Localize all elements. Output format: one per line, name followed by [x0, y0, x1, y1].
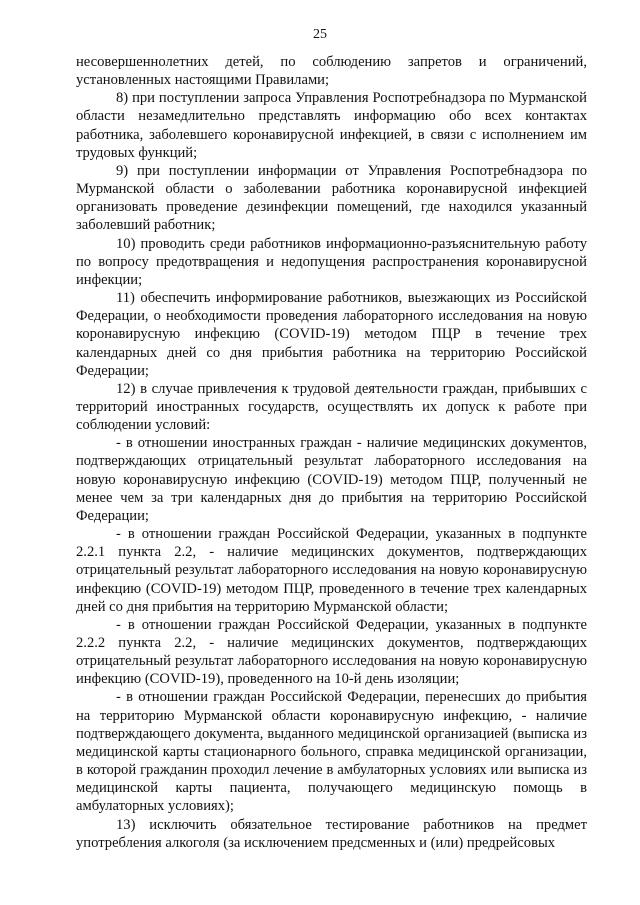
- page-number: 25: [313, 27, 327, 42]
- paragraph-subpoint-2-2-2: - в отношении граждан Российской Федерации, указанных в подпункте 2.2.2 пункта 2.2, - наличие медицинских документов, подтверждающих отрицательный результат лабораторного исследования на новую коронавирусную инфекцию (COVID-19), проведенного на 10-й день изоляции;: [76, 616, 587, 688]
- paragraph-item-10: 10) проводить среди работников информационно-разъяснительную работу по вопросу предотвращения и недопущения распространения коронавирусной инфекции;: [76, 235, 587, 288]
- paragraph-item-11: 11) обеспечить информирование работников, выезжающих из Российской Федерации, о необходимости проведения лабораторного исследования на новую коронавирусную инфекцию (COVID-19) методом ПЦР в течение трех календарных дней со дня прибытия работника на территорию Российской Федерации;: [76, 290, 587, 379]
- paragraph-item-9: 9) при поступлении информации от Управления Роспотребнадзора по Мурманской области о заболевании работника коронавирусной инфекцией организовать проведение дезинфекции помещений, где находился указанный заболевший работник;: [76, 162, 587, 234]
- paragraph-recovered-citizens: - в отношении граждан Российской Федерации, перенесших до прибытия на территорию Мурманской области коронавирусную инфекцию, - наличие подтверждающего документа, выданного медицинской организацией (выписка из медицинской карты стационарного больного, справка медицинской организации, в которой гражданин проходил лечение в амбулаторных условиях или выписка из медицинской карты пациента, получающего медицинскую помощь в амбулаторных условиях);: [76, 689, 587, 815]
- document-body: [76, 53, 587, 852]
- paragraph-item-12: 12) в случае привлечения к трудовой деятельности граждан, прибывших с территорий иностранных государств, осуществлять их допуск к работе при соблюдении условий:: [76, 380, 587, 434]
- paragraph-foreign-citizens: - в отношении иностранных граждан - наличие медицинских документов, подтверждающих отрицательный результат лабораторного исследования на новую коронавирусную инфекцию (COVID-19) методом ПЦР, полученный не менее чем за три календарных дня до прибытия на территорию Российской Федерации;: [76, 435, 587, 524]
- paragraph-item-8: 8) при поступлении запроса Управления Роспотребнадзора по Мурманской области незамедлительно представлять информацию обо всех контактах работника, заболевшего коронавирусной инфекцией, в связи с исполнением им трудовых функций;: [76, 90, 587, 161]
- paragraph-subpoint-2-2-1: - в отношении граждан Российской Федерации, указанных в подпункте 2.2.1 пункта 2.2, - наличие медицинских документов, подтверждающих отрицательный результат лабораторного исследования на новую коронавирусную инфекцию (COVID-19) методом ПЦР, проведенного в течение трех календарных дней со дня прибытия на территорию Мурманской области;: [76, 526, 587, 615]
- paragraph-continuation: несовершеннолетних детей, по соблюдению запретов и ограничений, установленных настоящими Правилами;: [76, 54, 587, 89]
- paragraph-item-13: 13) исключить обязательное тестирование работников на предмет употребления алкоголя (за исключением предсменных и (или) предрейсовых: [76, 816, 587, 851]
